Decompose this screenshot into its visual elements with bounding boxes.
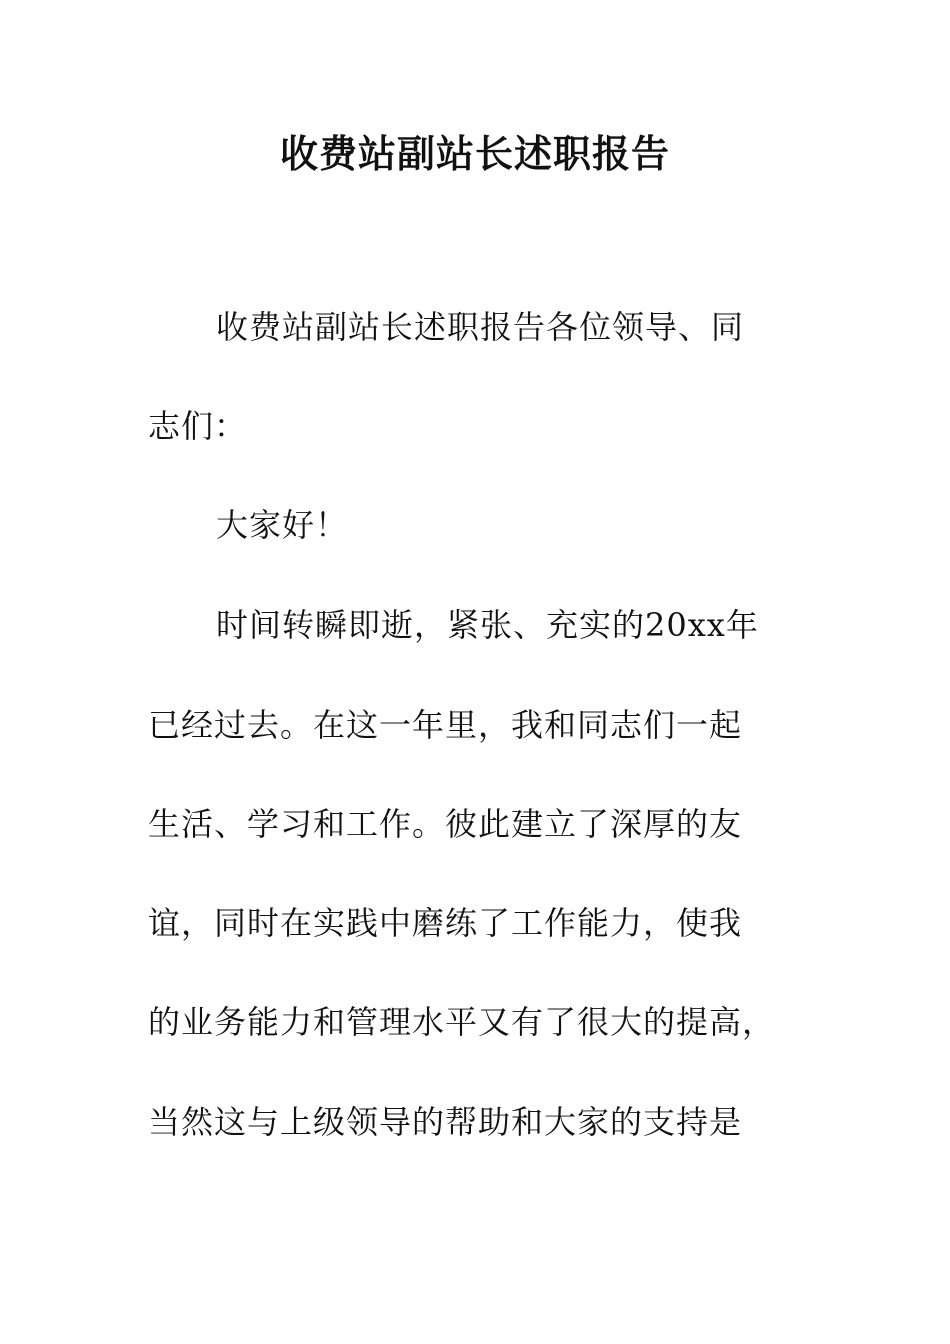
text-line-4: 时间转瞬即逝，紧张、充实的20xx年	[216, 606, 759, 644]
text-line-9: 当然这与上级领导的帮助和大家的支持是	[148, 1103, 743, 1141]
text-line-7: 谊，同时在实践中磨练了工作能力，使我	[148, 904, 743, 942]
text-line-5: 已经过去。在这一年里，我和同志们一起	[148, 706, 743, 744]
text-line-3: 大家好！	[216, 506, 349, 544]
text-line-2: 志们：	[148, 407, 248, 445]
text-line-1: 收费站副站长述职报告各位领导、同	[216, 308, 745, 346]
text-line-6: 生活、学习和工作。彼此建立了深厚的友	[148, 805, 743, 843]
text-line-8: 的业务能力和管理水平又有了很大的提高，	[148, 1003, 776, 1041]
document-title: 收费站副站长述职报告	[279, 131, 670, 176]
